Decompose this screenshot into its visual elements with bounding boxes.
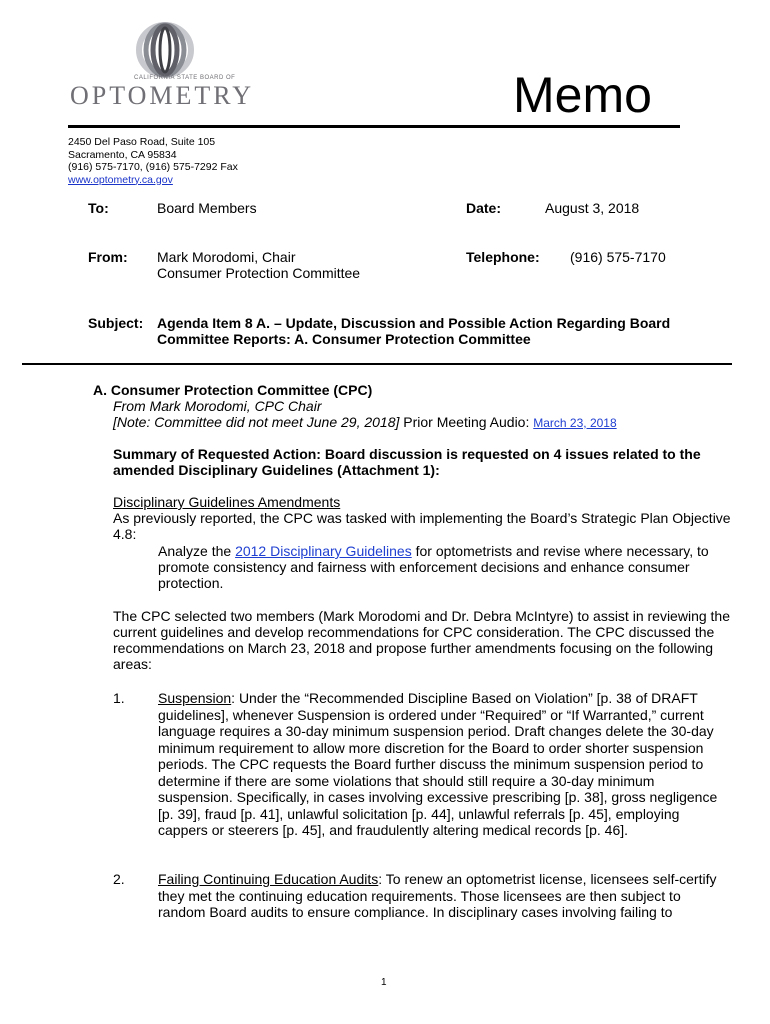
objective-quote-line-1 (158, 543, 709, 560)
item-2-number: 2. (113, 871, 125, 887)
item-1-line: periods. The CPC requests the Board further discuss the minimum suspension period to (158, 756, 704, 772)
item-1-line: language requires a 30-day minimum suspension period. Draft changes delete the 30-day (158, 723, 714, 739)
item-1-line: suspension. Specifically, in cases involving excessive prescribing [p. 38], gross negligence (158, 789, 718, 805)
summary-line-2: amended Disciplinary Guidelines (Attachment 1): (113, 462, 440, 478)
objective-quote-line-2: promote consistency and fairness with enforcement decisions and enhance consumer (158, 559, 690, 575)
from-label: From: (88, 249, 128, 265)
meeting-note: [Note: Committee did not meet June 29, 2018] (113, 414, 400, 430)
para-line-4: areas: (113, 656, 152, 672)
item-1 (158, 690, 717, 839)
to-label: To: (88, 200, 109, 216)
item-1-title: Suspension (158, 690, 232, 706)
to-value: Board Members (157, 200, 257, 216)
section-from-line: From Mark Morodomi, CPC Chair (113, 398, 322, 414)
item-1-number: 1. (113, 690, 125, 706)
item-2-first-text: : To renew an optometrist license, licensees self-certify (378, 871, 717, 887)
item-2-first-line (158, 871, 717, 888)
audio-link[interactable]: March 23, 2018 (533, 416, 617, 430)
item-1-line: determine if there are some violations that should still require a 30-day minimum (158, 772, 655, 789)
subject-line-1: Agenda Item 8 A. – Update, Discussion and Possible Action Regarding Board (157, 315, 671, 331)
summary-line-1: Summary of Requested Action: Board discussion is requested on 4 issues related to the (113, 446, 701, 462)
address-block (68, 136, 238, 186)
para-line-3: recommendations on March 23, 2018 and propose further amendments focusing on the following (113, 640, 714, 656)
logo-top-text: CALIFORNIA STATE BOARD OF (134, 75, 236, 81)
section-heading: A. Consumer Protection Committee (CPC) (93, 382, 373, 398)
quote-pre: Analyze the (158, 543, 236, 559)
address-line-2: Sacramento, CA 95834 (68, 148, 177, 161)
date-label: Date: (466, 200, 502, 216)
item-2 (158, 871, 717, 921)
optometry-seal-icon (70, 22, 260, 82)
item-2-title: Failing Continuing Education Audits (158, 871, 379, 887)
item-1-first-text: : Under the “Recommended Discipline Based on Violation” [p. 38 of DRAFT (231, 690, 698, 706)
board-logo (70, 22, 260, 112)
logo-name: OPTOMETRY (70, 81, 254, 110)
audio-label: Prior Meeting Audio: (399, 414, 534, 430)
item-2-line: they met the continuing education requirements. Those licensees are then subject to (158, 887, 681, 904)
item-1-line: cappers or steerers [p. 45], and fraudulently altering medical records [p. 46]. (158, 822, 629, 838)
subject-line-2: Committee Reports: A. Consumer Protection Committee (157, 331, 531, 347)
title-rule (68, 125, 680, 128)
guidelines-link[interactable]: 2012 Disciplinary Guidelines (235, 543, 412, 559)
amendments-heading: Disciplinary Guidelines Amendments (113, 494, 341, 510)
item-2-line: random Board audits to ensure compliance. In disciplinary cases involving failing to (158, 904, 673, 920)
telephone-label: Telephone: (466, 249, 540, 265)
header-rule (22, 363, 732, 365)
para-line-2: current guidelines and develop recommendations for CPC consideration. The CPC discussed the (113, 624, 715, 640)
item-1-line: minimum requirement to allow more discretion for the Board to order shorter suspension (158, 739, 704, 756)
intro-line-2: 4.8: (113, 526, 137, 542)
memo-title: Memo (513, 67, 652, 123)
from-line-1: Mark Morodomi, Chair (157, 249, 296, 265)
address-phone-line: (916) 575-7170, (916) 575-7292 Fax (68, 161, 238, 173)
from-line-2: Consumer Protection Committee (157, 265, 361, 281)
meeting-note-line (113, 414, 617, 432)
item-1-line: [p. 39], fraud [p. 41], unlawful solicitation [p. 44], unlawful referrals [p. 45], employing (158, 805, 680, 822)
subject-label: Subject: (88, 315, 144, 331)
intro-line-1: As previously reported, the CPC was tasked with implementing the Board’s Strategic Plan Objective (113, 510, 731, 526)
page-number: 1 (381, 977, 387, 988)
address-line-1: 2450 Del Paso Road, Suite 105 (68, 136, 216, 148)
telephone-value: (916) 575-7170 (570, 249, 666, 265)
quote-post: for optometrists and revise where necessary, to (411, 543, 709, 559)
item-1-first-line (158, 690, 717, 707)
website-link[interactable]: www.optometry.ca.gov (68, 173, 173, 186)
para-line-1: The CPC selected two members (Mark Morodomi and Dr. Debra McIntyre) to assist in reviewing the (113, 608, 730, 624)
objective-quote-line-3: protection. (158, 575, 224, 591)
date-value: August 3, 2018 (545, 200, 640, 216)
item-1-line: guidelines], whenever Suspension is ordered under “Required” or “If Warranted,” current (158, 706, 704, 723)
